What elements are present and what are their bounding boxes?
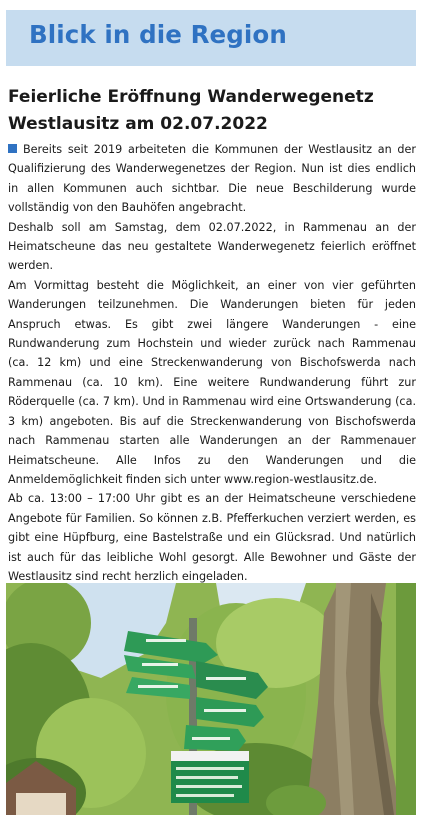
article-headline bbox=[8, 84, 413, 138]
signpost-photo bbox=[6, 583, 416, 815]
headline-line-1: Feierliche Eröffnung Wanderwegenetz bbox=[8, 87, 374, 107]
article-body bbox=[8, 140, 416, 586]
article-paragraph: Ab ca. 13:00 – 17:00 Uhr gibt es an der Heimatscheune verschiedene Angebote für Familien. So können z.B. Pfefferkuchen verziert werden, es gibt eine Hüpfburg, eine Bastelstraße und ein Glücksrad. Und natürlich ist auch für das leibliche Wohl gesorgt. Alle Bewohner und Gäste der Westlausitz sind recht herzlich eingeladen. bbox=[8, 492, 416, 583]
article-paragraph: Deshalb soll am Samstag, dem 02.07.2022, in Rammenau an der Heimatscheune das neu gestaltete Wanderwegenetz feierlich eröffnet werden. bbox=[8, 220, 416, 273]
headline-line-2: Westlausitz am 02.07.2022 bbox=[8, 114, 268, 134]
blue-square-bullet-icon bbox=[8, 144, 17, 153]
signpost-photo-illustration bbox=[6, 583, 416, 815]
article-paragraph: Am Vormittag besteht die Möglichkeit, an einer von vier geführten Wanderungen teilzunehmen. Die Wanderungen bieten für jeden Anspruch etwas. Es gibt zwei längere Wanderungen - eine Rundwanderung zum Hochstein und wieder zurück nach Rammenau (ca. 12 km) und eine Streckenwanderung von Bischofswerda nach Rammenau (ca. 10 km). Eine weitere Rundwanderung führt zur Röderquelle (ca. 7 km). Und in Rammenau wird eine Ortswanderung (ca. 3 km) angeboten. Bis auf die Streckenwanderung von Bischofswerda nach Rammenau starten alle Wanderungen an der Rammenauer Heimatscheune. Alle Infos zu den Wanderungen und die Anmeldemöglichkeit finden sich unter www.region-westlausitz.de. bbox=[8, 278, 416, 486]
article-paragraph bbox=[8, 140, 416, 218]
paragraph-text: Bereits seit 2019 arbeiteten die Kommunen der Westlausitz an der Qualifizierung des Wanderwegenetzes der Region. Nun ist dies endlich in allen Kommunen auch sichtbar. Die neue Beschilderung wurde vollständig von den Bauhöfen angebracht. bbox=[8, 143, 416, 215]
section-header-bar bbox=[6, 10, 416, 66]
section-title: Blick in die Region bbox=[29, 20, 287, 49]
